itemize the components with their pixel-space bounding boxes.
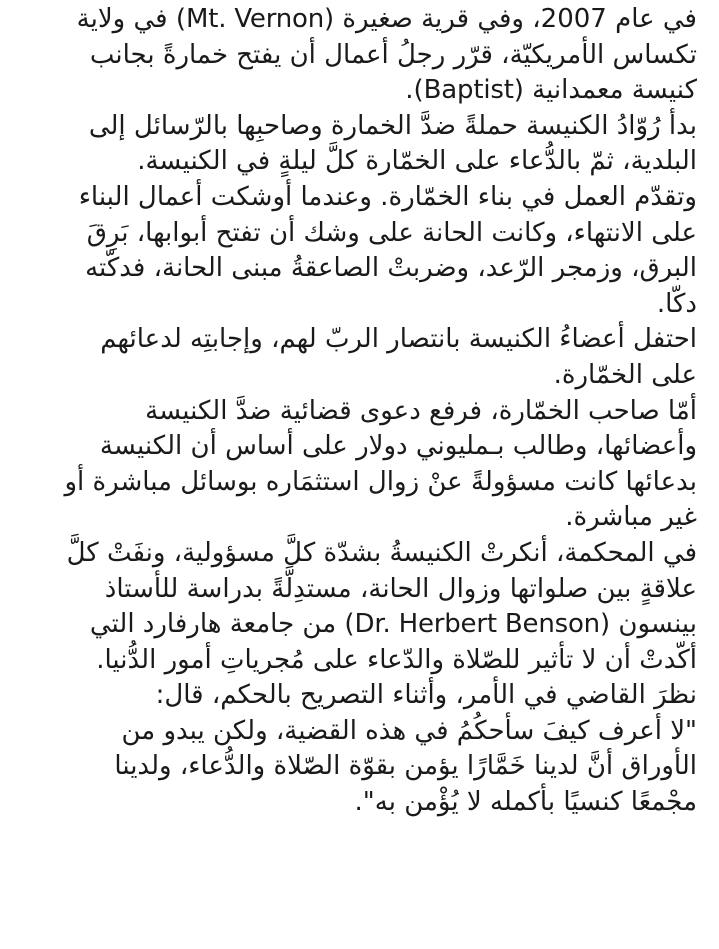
article-line: بدأ رُوّادُ الكنيسة حملةً ضدَّ الخمارة وصاحبِها بالرّسائل إلى	[88, 110, 697, 141]
article-line: "لا أعرف كيفَ سأحكُمُ في هذه القضية، ولكن يبدو من	[121, 715, 697, 746]
article-line: غير مباشرة.	[565, 502, 697, 533]
article-line: بدعائها كانت مسؤولةً عنْ زوال استثمَاره بوسائل مباشرة أو	[64, 466, 697, 497]
article-line: مجْمعًا كنسيًا بأكمله لا يُؤْمن به".	[354, 787, 697, 818]
article-line: دكّا.	[656, 288, 697, 319]
article-line: علاقةٍ بين صلواتها وزوال الحانة، مستدِلَّةً بدراسة للأستاذ	[104, 573, 697, 604]
article-line: على الانتهاء، وكانت الحانة على وشك أن تفتح أبوابها، بَرِقَ	[86, 217, 697, 248]
article-line: أمّا صاحب الخمّارة، فرفع دعوى قضائية ضدَّ الكنيسة	[145, 395, 697, 426]
article-line: نظرَ القاضي في الأمر، وأثناء التصريح بالحكم، قال:	[155, 680, 697, 711]
article-line: على الخمّارة.	[553, 359, 697, 390]
article-line: وأعضائها، وطالب بـمليوني دولار على أساس أن الكنيسة	[99, 431, 697, 462]
article-line: البرق، وزمجر الرّعد، وضربتْ الصاعقةُ مبنى الحانة، فدكّته	[85, 253, 697, 284]
article-line: البلدية، ثمّ بالدُّعاء على الخمّارة كلَّ ليلةٍ في الكنيسة.	[137, 146, 697, 177]
article-line: تكساس الأمريكيّة، قرّر رجلُ أعمال أن يفتح خمارةً بجانب	[89, 39, 697, 70]
article-line: كنيسة معمدانية (Baptist).	[405, 75, 697, 106]
article-line: في المحكمة، أنكرتْ الكنيسةُ بشدّة كلَّ مسؤولية، ونفَتْ كلَّ	[66, 537, 697, 568]
article-line: بينسون (Dr. Herbert Benson) من جامعة هارفارد التي	[89, 609, 697, 640]
article-line: الأوراق أنَّ لدينا خَمَّارًا يؤمن بقوّة الصّلاة والدُّعاء، ولدينا	[114, 751, 697, 782]
article-line: أكّدتْ أن لا تأثير للصّلاة والدّعاء على مُجرياتِ أمور الدُّنيا.	[96, 644, 697, 675]
article-line: احتفل أعضاءُ الكنيسة بانتصار الربّ لهم، وإجابتِه لدعائهم	[100, 324, 697, 355]
article-line: وتقدّم العمل في بناء الخمّارة. وعندما أوشكت أعمال البناء	[78, 181, 697, 212]
article-line: في عام 2007، وفي قرية صغيرة (Mt. Vernon) في ولاية	[76, 4, 697, 34]
